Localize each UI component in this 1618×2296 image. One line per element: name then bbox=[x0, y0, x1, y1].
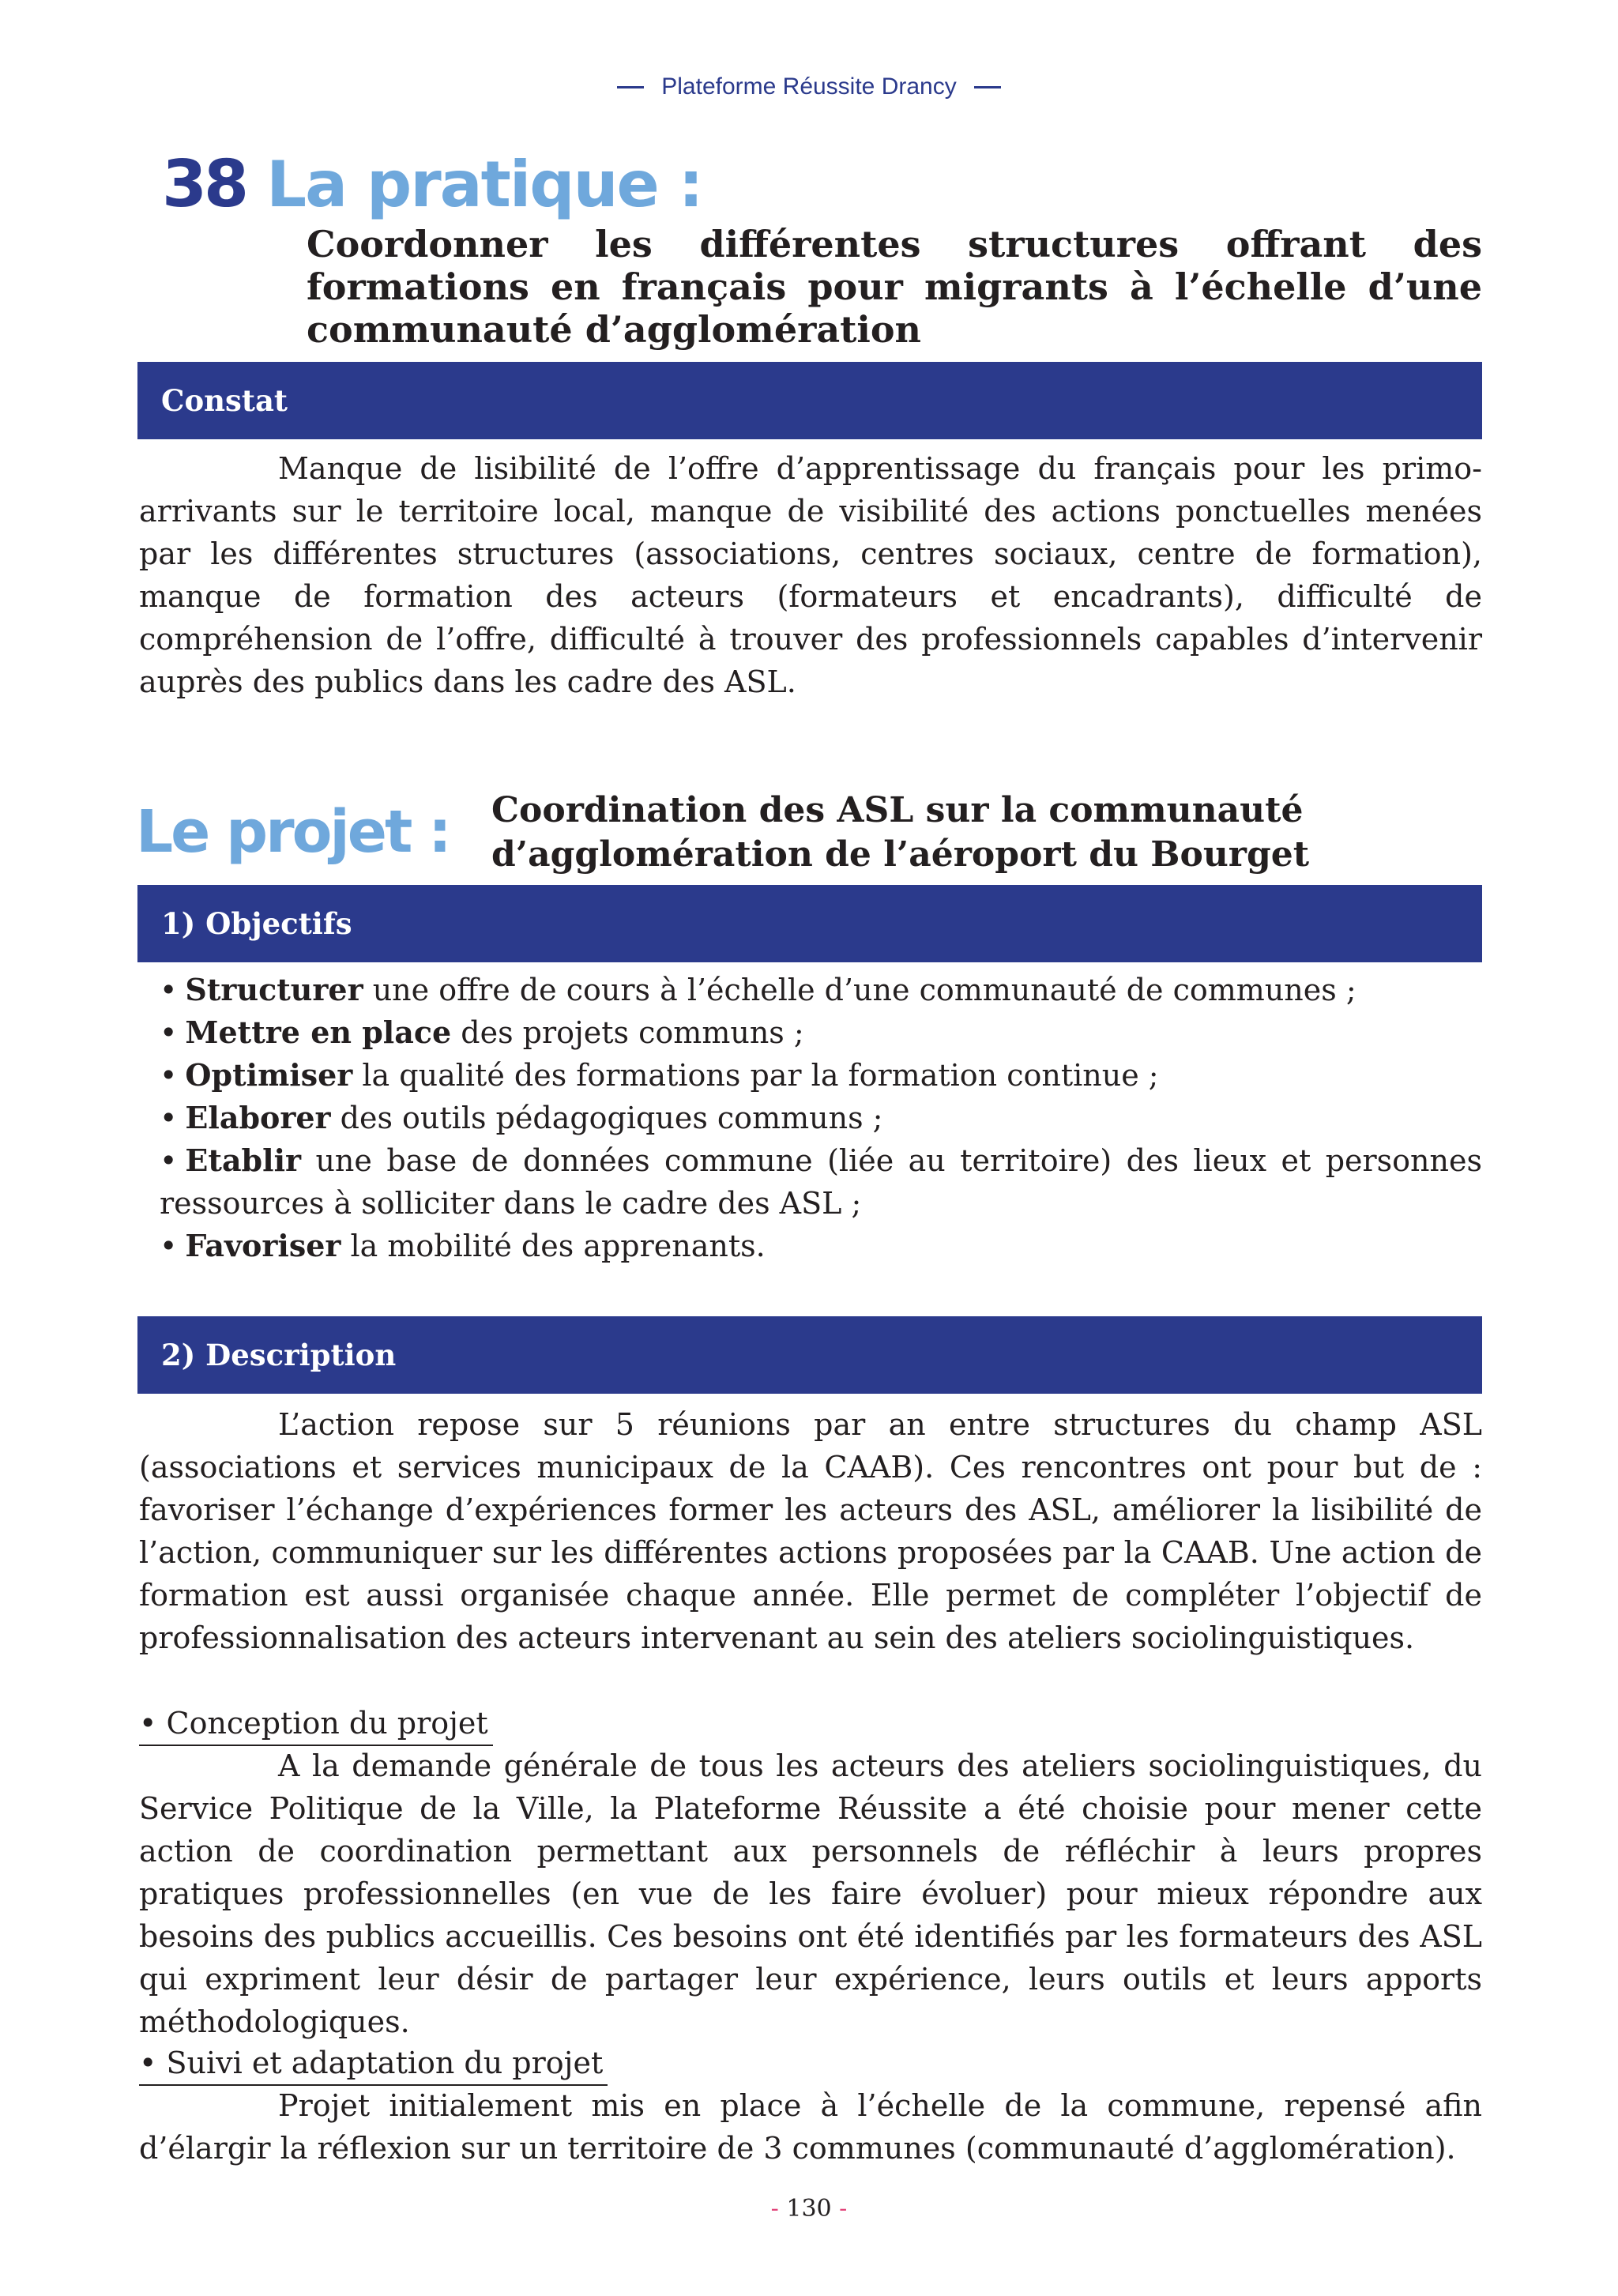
description-paragraph bbox=[139, 1403, 1482, 1659]
conception-text: A la demande générale de tous les acteurs des ateliers sociolinguistiques, du Service Politique de la Ville, la Plateforme Réussite a été choisie pour mener cette action de coordination permettant aux personnels de réfléchir à leurs propres pratiques professionnelles (en vue de les faire évoluer) pour mieux répondre aux besoins des publics accueillis. Ces besoins ont été identifiés par les formateurs des ASL qui expriment leur désir de partager leur expérience, leurs outils et leurs apports méthodologiques. bbox=[139, 1748, 1482, 2039]
objectif-item: • Mettre en place des projets communs ; bbox=[160, 1014, 804, 1050]
objectifs-list bbox=[160, 969, 1482, 1267]
suivi-text: Projet initialement mis en place à l’échelle de la commune, repensé afin d’élargir la réflexion sur un territoire de 3 communes (communauté d’agglomération). bbox=[139, 2088, 1482, 2166]
header-title: Plateforme Réussite Drancy bbox=[661, 73, 957, 100]
pratique-label: La pratique : bbox=[266, 148, 702, 221]
description-heading: 2) Description bbox=[137, 1316, 1482, 1394]
page-number: - 130 - bbox=[770, 2195, 848, 2223]
conception-paragraph bbox=[139, 1745, 1482, 2043]
conception-heading: • Conception du projet bbox=[139, 1702, 493, 1746]
objectif-item: • Favoriser la mobilité des apprenants. bbox=[160, 1228, 766, 1263]
suivi-paragraph bbox=[139, 2084, 1482, 2170]
projet-title: Le projet : bbox=[136, 798, 450, 866]
objectif-item: • Optimiser la qualité des formations par la formation continue ; bbox=[160, 1057, 1159, 1093]
objectifs-heading: 1) Objectifs bbox=[137, 885, 1482, 962]
objectif-item: • Etablir une base de données commune (liée au territoire) des lieux et personnes ressources à solliciter dans le cadre des ASL ; bbox=[160, 1142, 1482, 1221]
page-number-value: 130 bbox=[786, 2195, 832, 2223]
projet-subtitle-line2: d’agglomération de l’aéroport du Bourget bbox=[491, 834, 1310, 875]
pratique-number: 38 bbox=[162, 147, 246, 222]
projet-subtitle-line1: Coordination des ASL sur la communauté bbox=[491, 790, 1304, 830]
objectif-item: • Elaborer des outils pédagogiques communs ; bbox=[160, 1100, 883, 1135]
pratique-subtitle: Coordonner les différentes structures offrant des formations en français pour migrants à l’échelle d’une communauté d’agglomération bbox=[307, 223, 1482, 351]
constat-heading: Constat bbox=[137, 362, 1482, 439]
running-header bbox=[0, 73, 1618, 100]
header-dash-left bbox=[617, 86, 644, 88]
header-dash-right bbox=[974, 86, 1001, 88]
pratique-title bbox=[162, 147, 702, 222]
description-text: L’action repose sur 5 réunions par an entre structures du champ ASL (associations et services municipaux de la CAAB). Ces rencontres ont pour but de : favoriser l’échange d’expériences former les acteurs des ASL, améliorer la lisibilité de l’action, communiquer sur les différentes actions proposées par la CAAB. Une action de formation est aussi organisée chaque année. Elle permet de compléter l’objectif de professionnalisation des acteurs intervenant au sein des ateliers sociolinguistiques. bbox=[139, 1407, 1482, 1655]
projet-subtitle bbox=[491, 789, 1487, 877]
objectif-item: • Structurer une offre de cours à l’échelle d’une communauté de communes ; bbox=[160, 972, 1356, 1007]
suivi-heading: • Suivi et adaptation du projet bbox=[139, 2042, 608, 2086]
constat-paragraph bbox=[139, 447, 1482, 703]
constat-text: Manque de lisibilité de l’offre d’apprentissage du français pour les primo-arrivants sur le territoire local, manque de visibilité des actions ponctuelles menées par les différentes structures (associations, centres sociaux, centre de formation), manque de formation des acteurs (formateurs et encadrants), difficulté de compréhension de l’offre, difficulté à trouver des professionnels capables d’intervenir auprès des publics dans les cadre des ASL. bbox=[139, 451, 1482, 699]
